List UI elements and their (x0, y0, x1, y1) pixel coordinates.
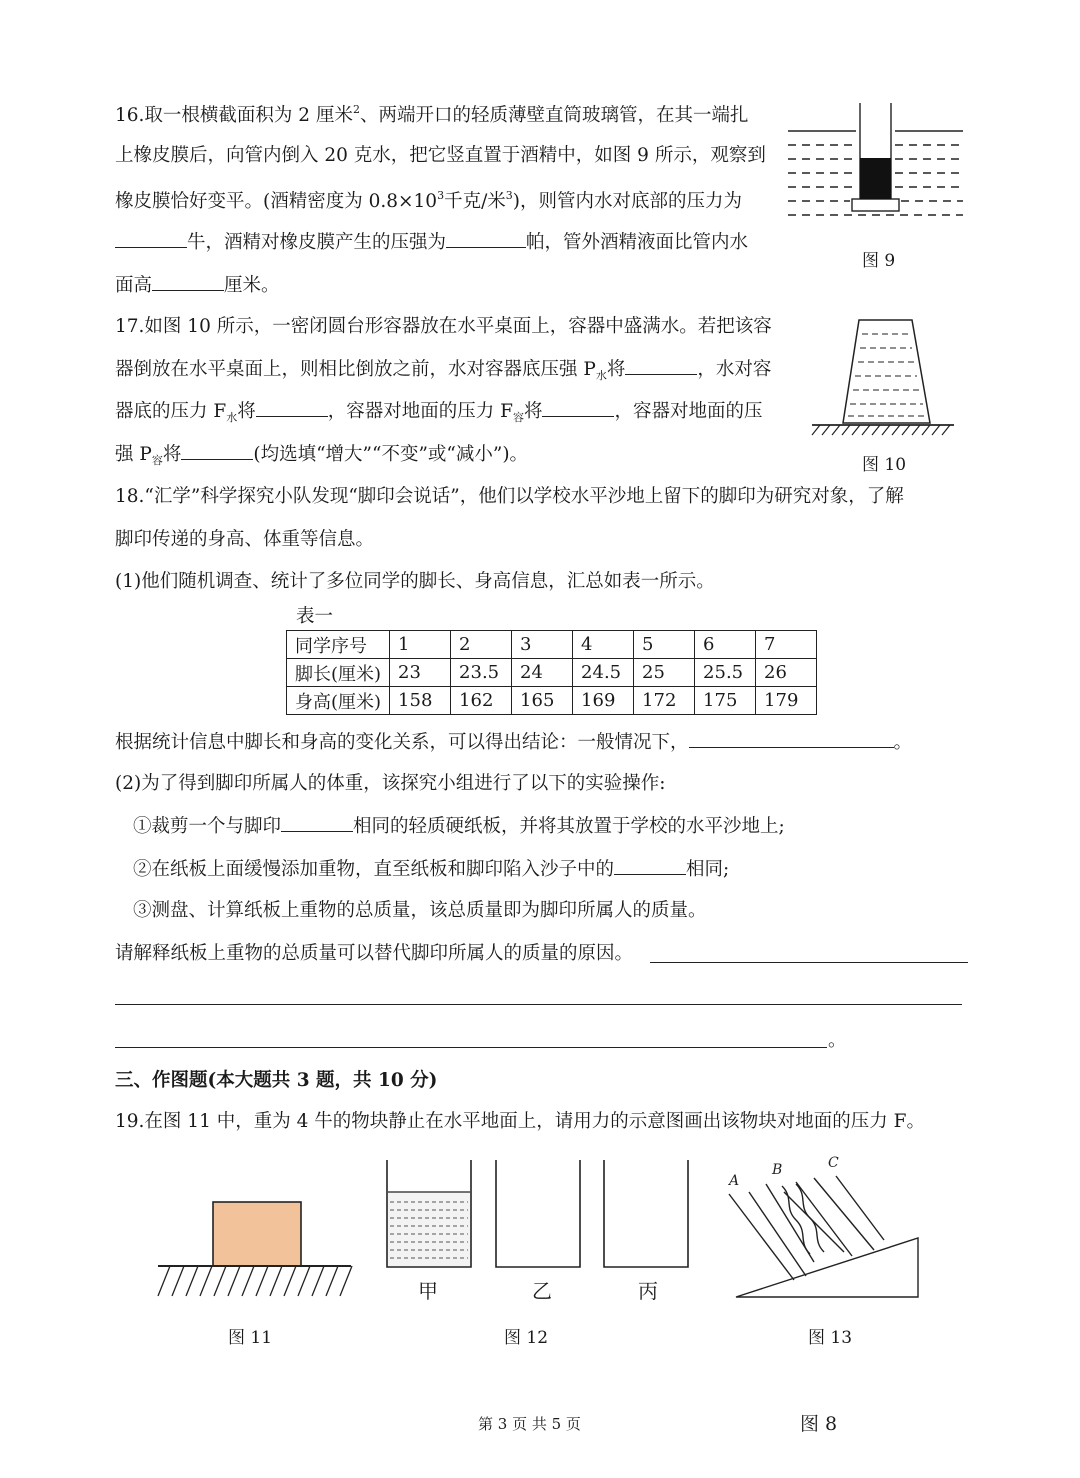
answer-blank[interactable] (256, 402, 328, 417)
block-icon (213, 1202, 301, 1266)
figure-10-caption: 图 10 (862, 455, 907, 475)
figure-13-label-b: B (772, 1162, 783, 1178)
q17-line4: 强 $P_容$将 (均选填“增大”“不变”或“减小”)。 (115, 444, 529, 467)
q18-line6: 请解释纸板上重物的总质量可以替代脚印所属人的质量的原因。 (115, 943, 634, 964)
figure-13-diagram (724, 1152, 924, 1302)
figure-13-caption: 图 13 (808, 1328, 853, 1348)
figure-13-label-c: C (828, 1155, 839, 1171)
table-row: 同学序号 1 2 3 4 5 6 7 (287, 631, 817, 659)
q18-step1: ①裁剪一个与脚印 相同的轻质硬纸板，并将其放置于学校的水平沙地上; (133, 816, 785, 837)
figure-12-label-jia: 甲 (418, 1279, 438, 1303)
answer-blank[interactable] (689, 733, 894, 748)
figure-13-label-a: A (729, 1173, 740, 1189)
table-row: 身高(厘米) 158 162 165 169 172 175 179 (287, 687, 817, 715)
answer-blank[interactable] (446, 233, 526, 248)
answer-line[interactable] (115, 1047, 827, 1048)
answer-blank[interactable] (181, 445, 253, 460)
q16-line4: 牛，酒精对橡皮膜产生的压强为 帕，管外酒精液面比管内水 (115, 233, 748, 253)
q16-line5: 面高 厘米。 (115, 275, 280, 296)
q16-line2: 上橡皮膜后，向管内倒入 20 克水，把它竖直置于酒精中，如图 9 所示，观察到 (115, 145, 766, 166)
q18-line2: 脚印传递的身高、体重等信息。 (115, 529, 375, 550)
q18-line5: (2)为了得到脚印所属人的体重，该探究小组进行了以下的实验操作: (115, 773, 666, 794)
q19-text: 19.在图 11 中，重为 4 牛的物块静止在水平地面上，请用力的示意图画出该物块对地面的压力 F。 (115, 1111, 925, 1132)
q18-line1: 18.“汇学”科学探究小队发现“脚印会说话”，他们以学校水平沙地上留下的脚印为研究对象，了解 (115, 486, 904, 507)
answer-blank[interactable] (115, 233, 187, 248)
answer-blank[interactable] (152, 276, 224, 291)
section-heading: 三、作图题(本大题共 3 题，共 10 分) (115, 1070, 438, 1091)
figure-9-diagram (788, 103, 968, 228)
table-row: 脚长(厘米) 23 23.5 24 24.5 25 25.5 26 (287, 659, 817, 687)
q16-line3: 橡皮膜恰好变平。(酒精密度为 $0.8\times 10^3$千克/米$^3$)，则管内水对底部的压力为 (115, 189, 743, 212)
table-title: 表一 (296, 606, 334, 627)
q18-line4: 根据统计信息中脚长和身高的变化关系，可以得出结论：一般情况下， 。 (115, 732, 913, 753)
answer-line-end: 。 (828, 1030, 847, 1051)
figure-8-caption: 图 8 (800, 1413, 838, 1435)
answer-blank[interactable] (614, 860, 686, 875)
q17-line3: 器底的压力 $F_水$将 ，容器对地面的压力 $F_容$将 ，容器对地面的压 (115, 401, 763, 424)
q17-line1: 17.如图 10 所示，一密闭圆台形容器放在水平桌面上，容器中盛满水。若把该容 (115, 316, 772, 337)
q18-step3: ③测盘、计算纸板上重物的总质量，该总质量即为脚印所属人的质量。 (133, 900, 707, 921)
q17-line2: 器倒放在水平桌面上，则相比倒放之前，水对容器底压强 $P_水$将 ，水对容 (115, 359, 772, 382)
answer-line[interactable] (115, 1004, 962, 1005)
figure-12-diagram (384, 1158, 694, 1270)
figure-11-caption: 图 11 (228, 1328, 273, 1348)
answer-blank[interactable] (542, 402, 614, 417)
figure-10-diagram (812, 318, 957, 438)
figure-12-label-bing: 丙 (638, 1279, 658, 1303)
q16-line1: 16.取一根横截面积为 2 厘米$^2$、两端开口的轻质薄壁直筒玻璃管，在其一端扎 (115, 103, 749, 126)
figure-11-diagram (156, 1196, 356, 1301)
figure-9-caption: 图 9 (862, 251, 896, 271)
q18-line3: (1)他们随机调查、统计了多位同学的脚长、身高信息，汇总如表一所示。 (115, 571, 715, 592)
answer-blank[interactable] (625, 360, 697, 375)
q18-step2: ②在纸板上面缓慢添加重物，直至纸板和脚印陷入沙子中的 相同; (133, 859, 730, 880)
answer-line[interactable] (650, 962, 968, 963)
figure-12-label-yi: 乙 (532, 1279, 552, 1303)
answer-blank[interactable] (281, 817, 353, 832)
page-footer: 第 3 页 共 5 页 (478, 1415, 581, 1433)
data-table (286, 630, 817, 715)
figure-12-caption: 图 12 (504, 1328, 549, 1348)
